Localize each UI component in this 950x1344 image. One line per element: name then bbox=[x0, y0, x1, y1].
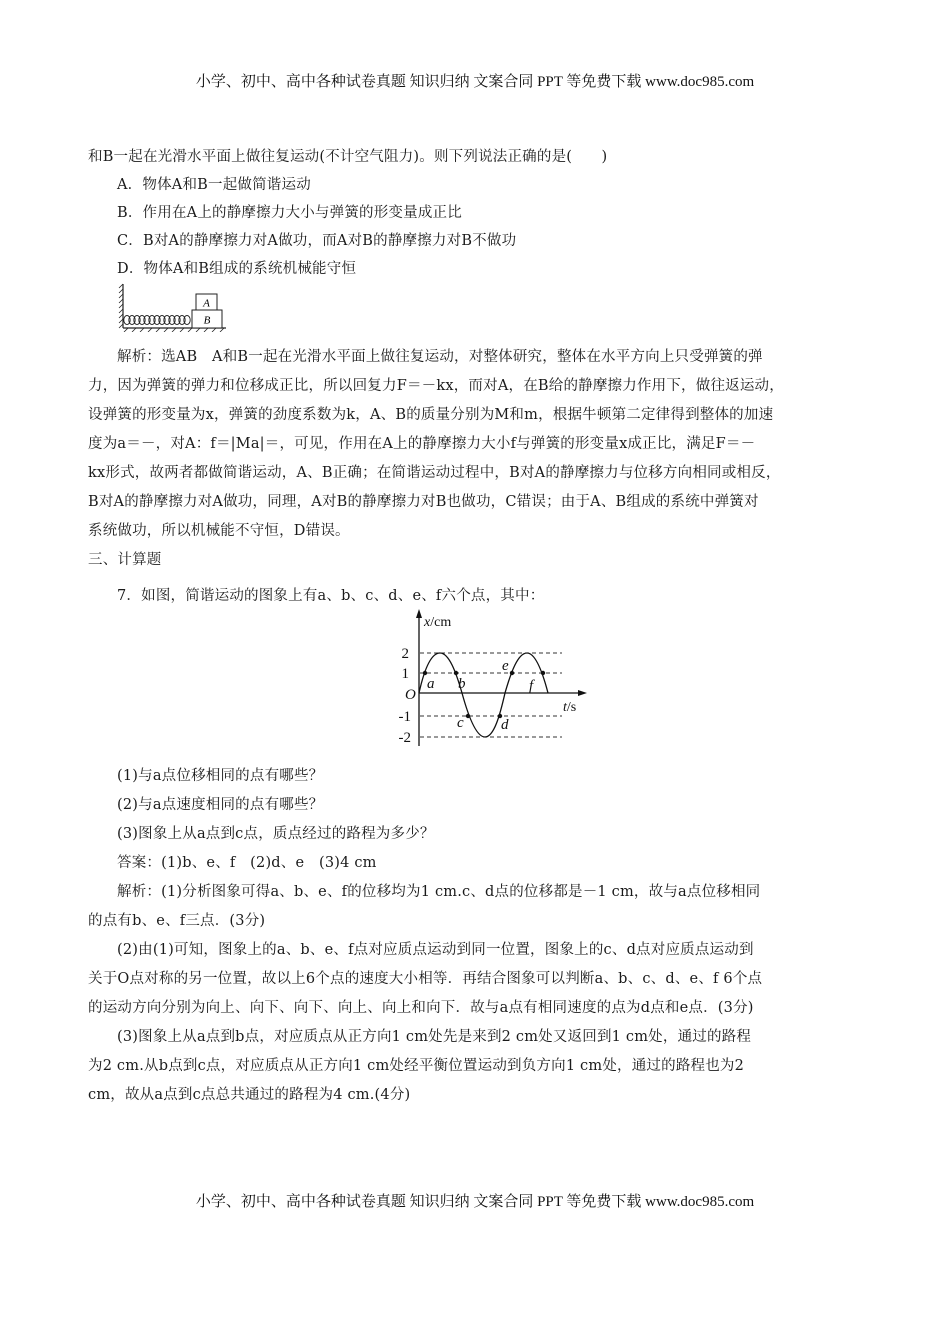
option-d: D．物体A和B组成的系统机械能守恒 bbox=[117, 261, 357, 277]
spring-block-figure bbox=[118, 282, 228, 332]
svg-text:O: O bbox=[405, 687, 416, 703]
q7-analysis-line-3: (2)由(1)可知，图象上的a、b、e、f点对应质点运动到同一位置，图象上的c、d点对应质点运动到 bbox=[117, 942, 754, 958]
svg-text:t/s: t/s bbox=[563, 700, 577, 715]
q6-analysis-line-6: B对A的静摩擦力对A做功，同理，A对B的静摩擦力对B也做功，C错误；由于A、B组成的系统中弹簧对 bbox=[88, 494, 759, 510]
svg-text:b: b bbox=[458, 676, 466, 692]
svg-text:d: d bbox=[501, 717, 509, 733]
option-b: B．作用在A上的静摩擦力大小与弹簧的形变量成正比 bbox=[117, 205, 462, 221]
svg-text:a: a bbox=[427, 676, 435, 692]
q6-analysis-line-2: 力，因为弹簧的弹力和位移成正比，所以回复力F＝－kx，而对A，在B给的静摩擦力作用下，做往返运动， bbox=[88, 378, 784, 394]
spring-icon bbox=[124, 316, 190, 325]
sine-curve bbox=[419, 653, 548, 737]
q7-analysis-line-8: cm，故从a点到c点总共通过的路程为4 cm.(4分) bbox=[88, 1087, 411, 1103]
y-axis-arrow-icon bbox=[416, 609, 422, 618]
svg-text:x/cm: x/cm bbox=[424, 615, 452, 630]
q7-analysis-line-1: 解析：(1)分析图象可得a、b、e、f的位移均为1 cm.c、d点的位移都是－1 cm，故与a点位移相同 bbox=[117, 884, 761, 900]
sub-question-2: (2)与a点速度相同的点有哪些？ bbox=[117, 797, 324, 813]
q7-analysis-line-7: 为2 cm.从b点到c点，对应质点从正方向1 cm处经平衡位置运动到负方向1 cm处，通过的路程也为2 bbox=[88, 1058, 745, 1074]
svg-text:A: A bbox=[203, 297, 210, 310]
q6-analysis-line-7: 系统做功，所以机械能不守恒，D错误。 bbox=[88, 523, 350, 539]
q7-analysis-line-2: 的点有b、e、f三点．(3分) bbox=[88, 913, 266, 929]
q7-analysis-line-6: (3)图象上从a点到b点，对应质点从正方向1 cm处先是来到2 cm处又返回到1 cm处，通过的路程 bbox=[117, 1029, 752, 1045]
q6-analysis-line-1: 解析：选AB A和B一起在光滑水平面上做往复运动，对整体研究，整体在水平方向上只受弹簧的弹 bbox=[117, 349, 763, 365]
shm-graph bbox=[380, 605, 600, 750]
svg-text:c: c bbox=[457, 715, 464, 731]
option-a: A．物体A和B一起做简谐运动 bbox=[117, 177, 311, 193]
svg-text:2: 2 bbox=[401, 646, 409, 662]
question-6-stem: 和B一起在光滑水平面上做往复运动(不计空气阻力)。则下列说法正确的是( ) bbox=[88, 149, 608, 165]
svg-text:1: 1 bbox=[401, 666, 409, 682]
q6-analysis-line-3: 设弹簧的形变量为x，弹簧的劲度系数为k，A、B的质量分别为M和m，根据牛顿第二定律得到整体的加速 bbox=[88, 407, 774, 423]
q6-analysis-line-5: kx形式，故两者都做简谐运动，A、B正确；在简谐运动过程中，B对A的静摩擦力与位移方向相同或相反， bbox=[88, 465, 781, 481]
svg-text:f: f bbox=[529, 678, 534, 694]
q7-analysis-line-5: 的运动方向分别为向上、向下、向下、向上、向上和向下．故与a点有相同速度的点为d点和e点．(3分) bbox=[88, 1000, 754, 1016]
sub-question-1: (1)与a点位移相同的点有哪些？ bbox=[117, 768, 324, 784]
page-header: 小学、初中、高中各种试卷真题 知识归纳 文案合同 PPT 等免费下载 www.doc985.com bbox=[195, 74, 755, 90]
q6-analysis-line-4: 度为a＝－，对A：f＝|Ma|＝，可见，作用在A上的静摩擦力大小f与弹簧的形变量x成正比，满足F＝－ bbox=[88, 436, 756, 452]
option-c: C．B对A的静摩擦力对A做功，而A对B的静摩擦力对B不做功 bbox=[117, 233, 517, 249]
svg-text:-2: -2 bbox=[398, 730, 411, 746]
q7-analysis-line-4: 关于O点对称的另一位置，故以上6个点的速度大小相等．再结合图象可以判断a、b、c、d、e、f 6个点 bbox=[88, 971, 763, 987]
question-7-stem: 7．如图，简谐运动的图象上有a、b、c、d、e、f六个点，其中： bbox=[117, 588, 545, 604]
section-title: 三、计算题 bbox=[88, 552, 162, 568]
x-axis-arrow-icon bbox=[578, 690, 587, 696]
svg-text:e: e bbox=[502, 658, 509, 674]
svg-text:-1: -1 bbox=[398, 709, 411, 725]
sub-question-3: (3)图象上从a点到c点，质点经过的路程为多少？ bbox=[117, 826, 435, 842]
answer: 答案：(1)b、e、f (2)d、e (3)4 cm bbox=[117, 855, 377, 871]
page-footer: 小学、初中、高中各种试卷真题 知识归纳 文案合同 PPT 等免费下载 www.doc985.com bbox=[195, 1194, 755, 1210]
svg-text:B: B bbox=[203, 314, 211, 327]
